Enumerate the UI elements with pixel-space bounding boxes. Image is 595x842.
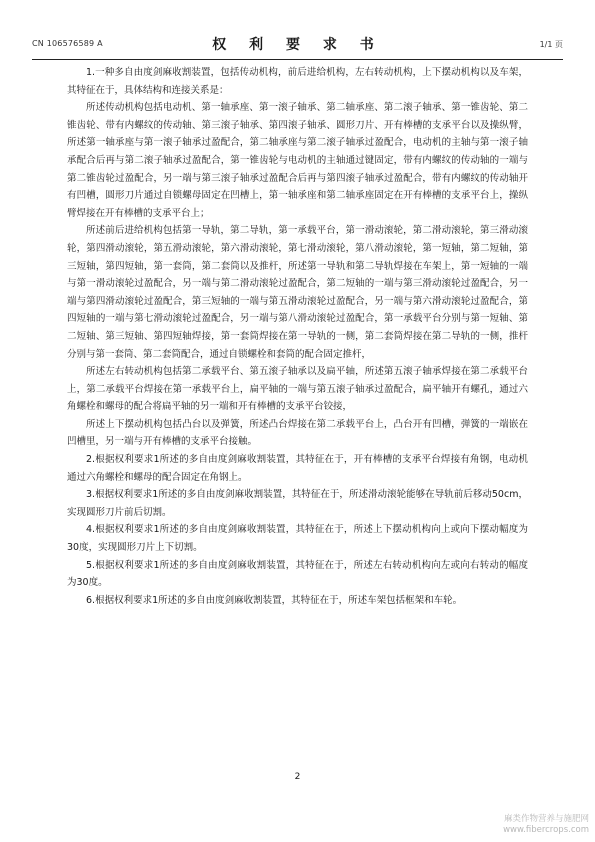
claim-3: 3.根据权利要求1所述的多自由度剑麻收割装置，其特征在于，所述滑动滚轮能够在导轨前后移动50cm，实现圆形刀片前后切割。	[67, 489, 528, 518]
header-rule	[32, 59, 563, 60]
claim-5: 5.根据权利要求1所述的多自由度剑麻收割装置，其特征在于，所述左右转动机构向左或向右转动的幅度为30度。	[67, 559, 528, 589]
claims-body	[67, 64, 528, 609]
claim-1-rotation-mechanism: 所述左右转动机构包括第二承载平台、第五滚子轴承以及扁平轴，所述第五滚子轴承焊接在第二承载平台上，第二承载平台焊接在第一承载平台上，扁平轴的一端与第五滚子轴承过盈配合，扁平轴开有螺孔，通过六角螺栓和螺母的配合将扁平轴的另一端和开有棒槽的支承平台铰接，	[67, 366, 528, 413]
page-number: 2	[294, 772, 301, 782]
page-indicator: 1/1 页	[539, 40, 563, 49]
claim-1-swing-mechanism: 所述上下摆动机构包括凸台以及弹簧，所述凸台焊接在第二承载平台上，凸台开有凹槽，弹簧的一端嵌在凹槽里，另一端与开有棒槽的支承平台接触。	[67, 418, 528, 448]
claim-1-intro: 1.一种多自由度剑麻收割装置，包括传动机构，前后进给机构，左右转动机构，上下摆动机构以及车架，其特征在于，具体结构和连接关系是：	[67, 67, 528, 96]
claim-4: 4.根据权利要求1所述的多自由度剑麻收割装置，其特征在于，所述上下摆动机构向上或向下摆动幅度为30度，实现圆形刀片上下切割。	[67, 524, 528, 554]
publication-number: CN 106576589 A	[32, 39, 103, 48]
claim-2: 2.根据权利要求1所述的多自由度剑麻收割装置，其特征在于，开有棒槽的支承平台焊接有角钢，电动机通过六角螺栓和螺母的配合固定在角钢上。	[67, 454, 528, 483]
site-watermark	[503, 814, 589, 836]
watermark-url: www.fibercrops.com	[503, 825, 589, 835]
document-title: 权 利 要 求 书	[212, 37, 383, 53]
claim-6: 6.根据权利要求1所述的多自由度剑麻收割装置，其特征在于，所述车架包括框架和车轮。	[86, 594, 463, 606]
page-header	[32, 30, 563, 60]
watermark-site-name: 麻类作物营养与施肥网	[503, 814, 589, 824]
claim-1-feed-mechanism: 所述前后进给机构包括第一导轨，第二导轨，第一承载平台，第一滑动滚轮，第二滑动滚轮，第三滑动滚轮，第四滑动滚轮，第五滑动滚轮，第六滑动滚轮，第七滑动滚轮，第八滑动滚轮，第一短轴，第二短轴，第三短轴，第四短轴，第一套筒，第二套筒以及推杆，所述第一导轨和第二导轨焊接在车架上，第一短轴的一端与第一滑动滚轮过盈配合，另一端与第二滑动滚轮过盈配合，第二短轴的一端与第三滑动滚轮过盈配合，另一端与第四滑动滚轮过盈配合，第三短轴的一端与第五滑动滚轮过盈配合，另一端与第六滑动滚轮过盈配合，第四短轴的一端与第七滑动滚轮过盈配合，另一端与第八滑动滚轮过盈配合，第一承载平台分别与第一短轴、第二短轴、第三短轴、第四短轴焊接，第一套筒焊接在第一导轨的一侧，第二套筒焊接在第二导轨的一侧，推杆分别与第一套筒、第二套筒配合，通过自锁螺栓和套筒的配合固定推杆，	[67, 225, 528, 360]
claim-1-transmission-mechanism: 所述传动机构包括电动机、第一轴承座、第一滚子轴承、第二轴承座、第二滚子轴承、第一锥齿轮、第二锥齿轮、带有内螺纹的传动轴、第三滚子轴承、第四滚子轴承、圆形刀片、开有棒槽的支承平台以及操纵臂，所述第一轴承座与第一滚子轴承过盈配合，第二轴承座与第二滚子轴承过盈配合，电动机的主轴与第一滚子轴承配合后再与第二滚子轴承过盈配合，第一锥齿轮与电动机的主轴通过键固定，带有内螺纹的传动轴的一端与第二锥齿轮过盈配合，另一端与第三滚子轴承过盈配合后再与第四滚子轴承过盈配合，带有内螺纹的传动轴开有凹槽，圆形刀片通过自锁螺母固定在凹槽上，第一轴承座和第二轴承座固定在开有棒槽的支承平台上，操纵臂焊接在开有棒槽的支承平台上；	[67, 102, 528, 219]
